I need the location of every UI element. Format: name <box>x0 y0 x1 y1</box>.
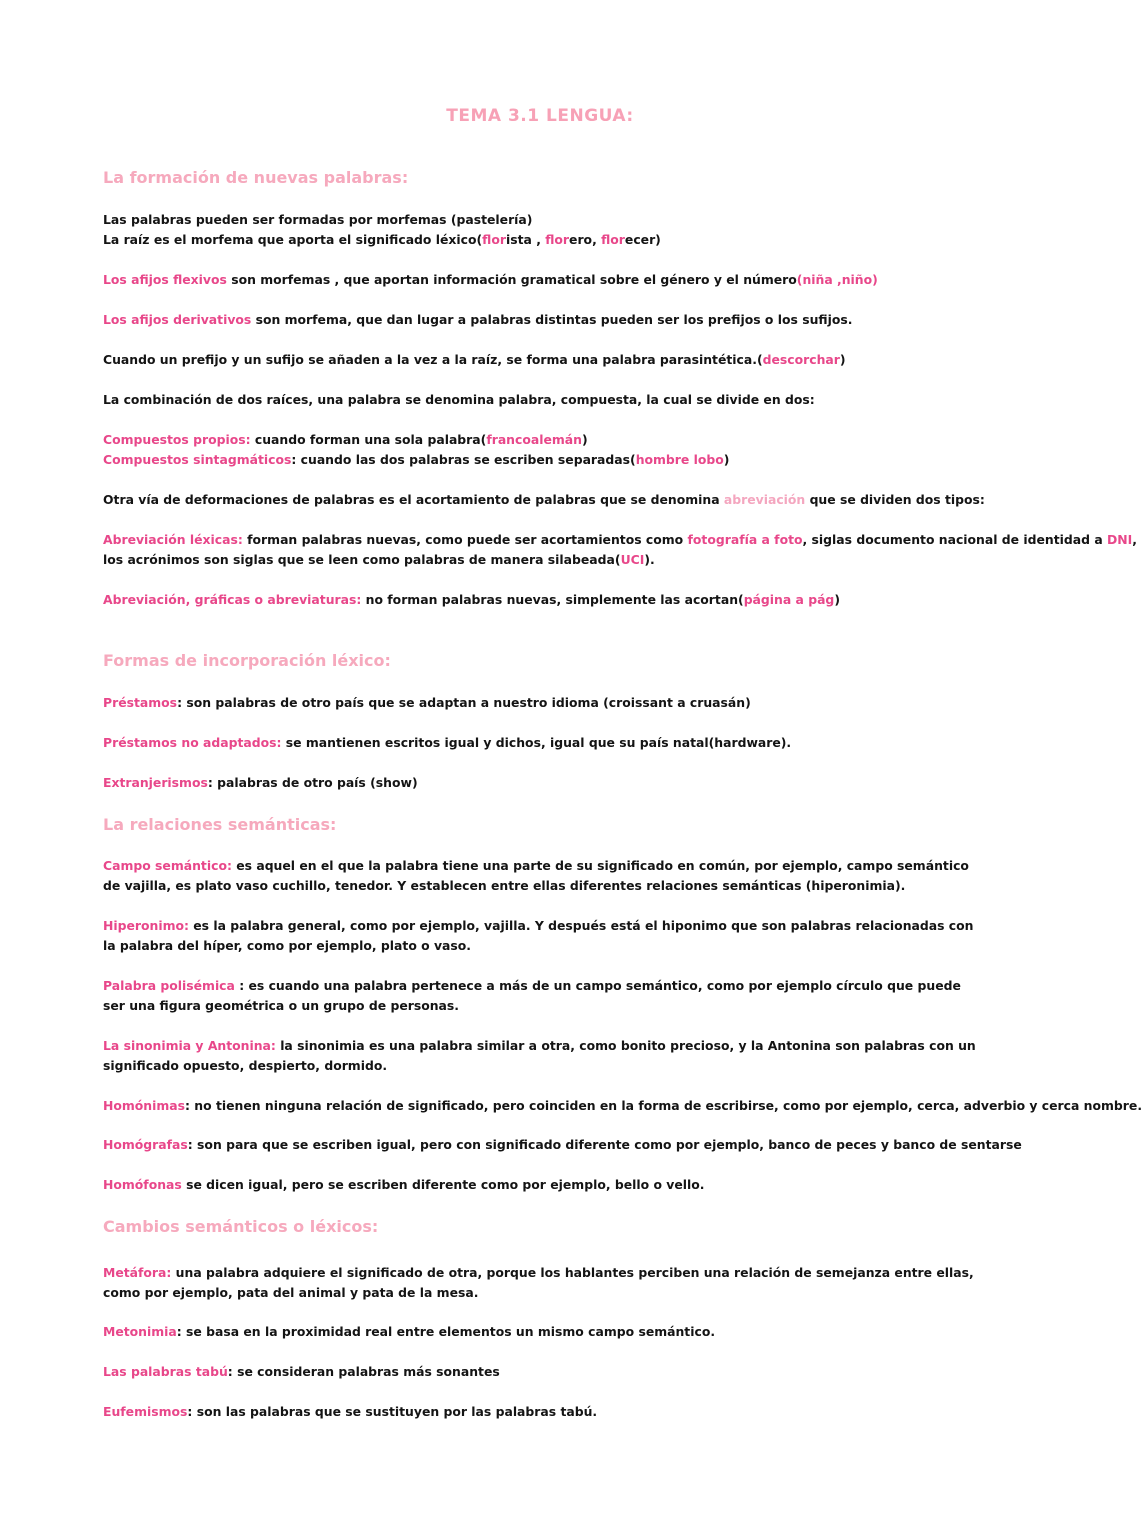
text: se mantienen escritos igual y dichos, igual que su país natal(hardware). <box>281 735 792 750</box>
text: La combinación de dos raíces, una palabra se denomina palabra, compuesta, la cual se divide en dos: <box>103 392 815 407</box>
highlight: descorchar <box>762 352 840 367</box>
text: son morfemas , que aportan información gramatical sobre el género y el número <box>226 272 797 287</box>
section-heading-incorporacion: Formas de incorporación léxico: <box>103 651 391 670</box>
text: la sinonimia es una palabra similar a otra, como bonito precioso, y la Antonina son palabras con un significado opuesto, despierto, dormido. <box>103 1038 976 1073</box>
paragraph <box>103 693 983 713</box>
highlight: francoalemán <box>486 432 582 447</box>
paragraph <box>103 390 983 410</box>
highlight: página a pág <box>743 592 835 607</box>
section-heading-formacion: La formación de nuevas palabras: <box>103 168 409 187</box>
paragraph <box>103 490 983 510</box>
term: Compuestos propios: <box>103 432 251 447</box>
text: : es cuando una palabra pertenece a más de un campo semántico, como por ejemplo círculo que puede ser una figura geométrica o un grupo de personas. <box>103 978 961 1013</box>
paragraph <box>103 773 983 793</box>
text: cuando forman una sola palabra( <box>250 432 487 447</box>
highlight: abreviación <box>723 492 806 507</box>
paragraph <box>103 1322 983 1342</box>
paragraph <box>103 976 983 1016</box>
term: Los afijos flexivos <box>103 272 227 287</box>
text: es aquel en el que la palabra tiene una parte de su significado en común, por ejemplo, campo semántico de vajilla, es plato vaso cuchillo, tenedor. Y establecen entre ellas diferentes relaciones semánticas (hiperonimia). <box>103 858 969 893</box>
highlight: UCI <box>620 552 645 567</box>
term: Préstamos no adaptados: <box>103 735 282 750</box>
term: Los afijos derivativos <box>103 312 252 327</box>
term: Compuestos sintagmáticos <box>103 452 292 467</box>
term: Abreviación léxicas: <box>103 532 243 547</box>
term: Campo semántico: <box>103 858 232 873</box>
text: , siglas documento nacional de identidad a <box>802 532 1107 547</box>
text: Cuando un prefijo y un sufijo se añaden a la vez a la raíz, se forma una palabra parasintética.( <box>103 352 763 367</box>
text: : se consideran palabras más sonantes <box>227 1364 500 1379</box>
text: ) <box>834 592 840 607</box>
term: La sinonimia y Antonina: <box>103 1038 276 1053</box>
text: una palabra adquiere el significado de otra, porque los hablantes perciben una relación de semejanza entre ellas, como por ejemplo, pata del animal y pata de la mesa. <box>103 1265 974 1300</box>
term: Metonimia <box>103 1324 177 1339</box>
highlight: hombre lobo <box>635 452 724 467</box>
text: : son para que se escriben igual, pero con significado diferente como por ejemplo, banco de peces y banco de sentarse <box>187 1137 1022 1152</box>
highlight: flor <box>601 232 625 247</box>
highlight: flor <box>482 232 506 247</box>
text: los acrónimos son siglas que se leen como palabras de manera silabeada( <box>103 552 621 567</box>
highlight: flor <box>545 232 570 247</box>
text: es la palabra general, como por ejemplo, vajilla. Y después está el hiponimo que son palabras relacionadas con la palabra del híper, como por ejemplo, plato o vaso. <box>103 918 974 953</box>
term: Homófonas <box>103 1177 182 1192</box>
paragraph <box>103 230 983 250</box>
paragraph <box>103 210 983 230</box>
text: que se dividen dos tipos: <box>805 492 985 507</box>
paragraph <box>103 1263 983 1303</box>
term: Las palabras tabú <box>103 1364 228 1379</box>
text: ero, <box>569 232 602 247</box>
text: son morfema, que dan lugar a palabras distintas pueden ser los prefijos o los sufijos. <box>251 312 853 327</box>
paragraph <box>103 733 983 753</box>
highlight: (niña ,niño) <box>796 272 878 287</box>
paragraph <box>103 550 983 570</box>
paragraph <box>103 350 983 370</box>
paragraph <box>103 450 983 470</box>
text: ) <box>723 452 730 467</box>
term: Extranjerismos <box>103 775 208 790</box>
text: Otra vía de deformaciones de palabras es el acortamiento de palabras que se denomina <box>103 492 724 507</box>
term: Metáfora: <box>103 1265 172 1280</box>
text: Las palabras pueden ser formadas por morfemas (pastelería) <box>103 212 533 227</box>
paragraph <box>103 590 983 610</box>
paragraph <box>103 1402 983 1422</box>
term: Hiperonimo: <box>103 918 189 933</box>
text: forman palabras nuevas, como puede ser acortamientos como <box>242 532 688 547</box>
section-heading-relaciones: La relaciones semánticas: <box>103 815 337 834</box>
text: no forman palabras nuevas, simplemente las acortan( <box>361 592 744 607</box>
paragraph <box>103 1175 983 1195</box>
text: : palabras de otro país (show) <box>207 775 418 790</box>
text: ). <box>644 552 655 567</box>
paragraph <box>103 430 983 450</box>
text: : son las palabras que se sustituyen por las palabras tabú. <box>187 1404 598 1419</box>
text: ista , <box>505 232 546 247</box>
term: Palabra polisémica <box>103 978 235 993</box>
paragraph <box>103 916 983 956</box>
paragraph <box>103 1036 983 1076</box>
term: Abreviación, gráficas o abreviaturas: <box>103 592 362 607</box>
text: , <box>1132 532 1137 547</box>
text: La raíz es el morfema que aporta el significado léxico( <box>103 232 483 247</box>
paragraph <box>103 1362 983 1382</box>
page-title: TEMA 3.1 LENGUA: <box>446 106 634 126</box>
text: : son palabras de otro país que se adaptan a nuestro idioma (croissant a cruasán) <box>177 695 751 710</box>
paragraph <box>103 310 983 330</box>
text: ) <box>839 352 846 367</box>
paragraph <box>103 1135 1022 1155</box>
highlight: fotografía a foto <box>687 532 803 547</box>
text: : se basa en la proximidad real entre elementos un mismo campo semántico. <box>176 1324 716 1339</box>
term: Homógrafas <box>103 1137 188 1152</box>
term: Préstamos <box>103 695 178 710</box>
text: : cuando las dos palabras se escriben separadas( <box>291 452 636 467</box>
text: se dicen igual, pero se escriben diferente como por ejemplo, bello o vello. <box>181 1177 705 1192</box>
term: Eufemismos <box>103 1404 188 1419</box>
highlight: DNI <box>1107 532 1133 547</box>
section-heading-cambios: Cambios semánticos o léxicos: <box>103 1217 379 1236</box>
paragraph <box>103 856 983 896</box>
paragraph <box>103 1096 1142 1116</box>
text: : no tienen ninguna relación de significado, pero coinciden en la forma de escribirse, como por ejemplo, cerca, adverbio y cerca nombre. <box>185 1098 1142 1113</box>
text: ecer) <box>624 232 661 247</box>
paragraph <box>103 530 1137 550</box>
paragraph <box>103 270 983 290</box>
term: Homónimas <box>103 1098 186 1113</box>
text: ) <box>581 432 588 447</box>
